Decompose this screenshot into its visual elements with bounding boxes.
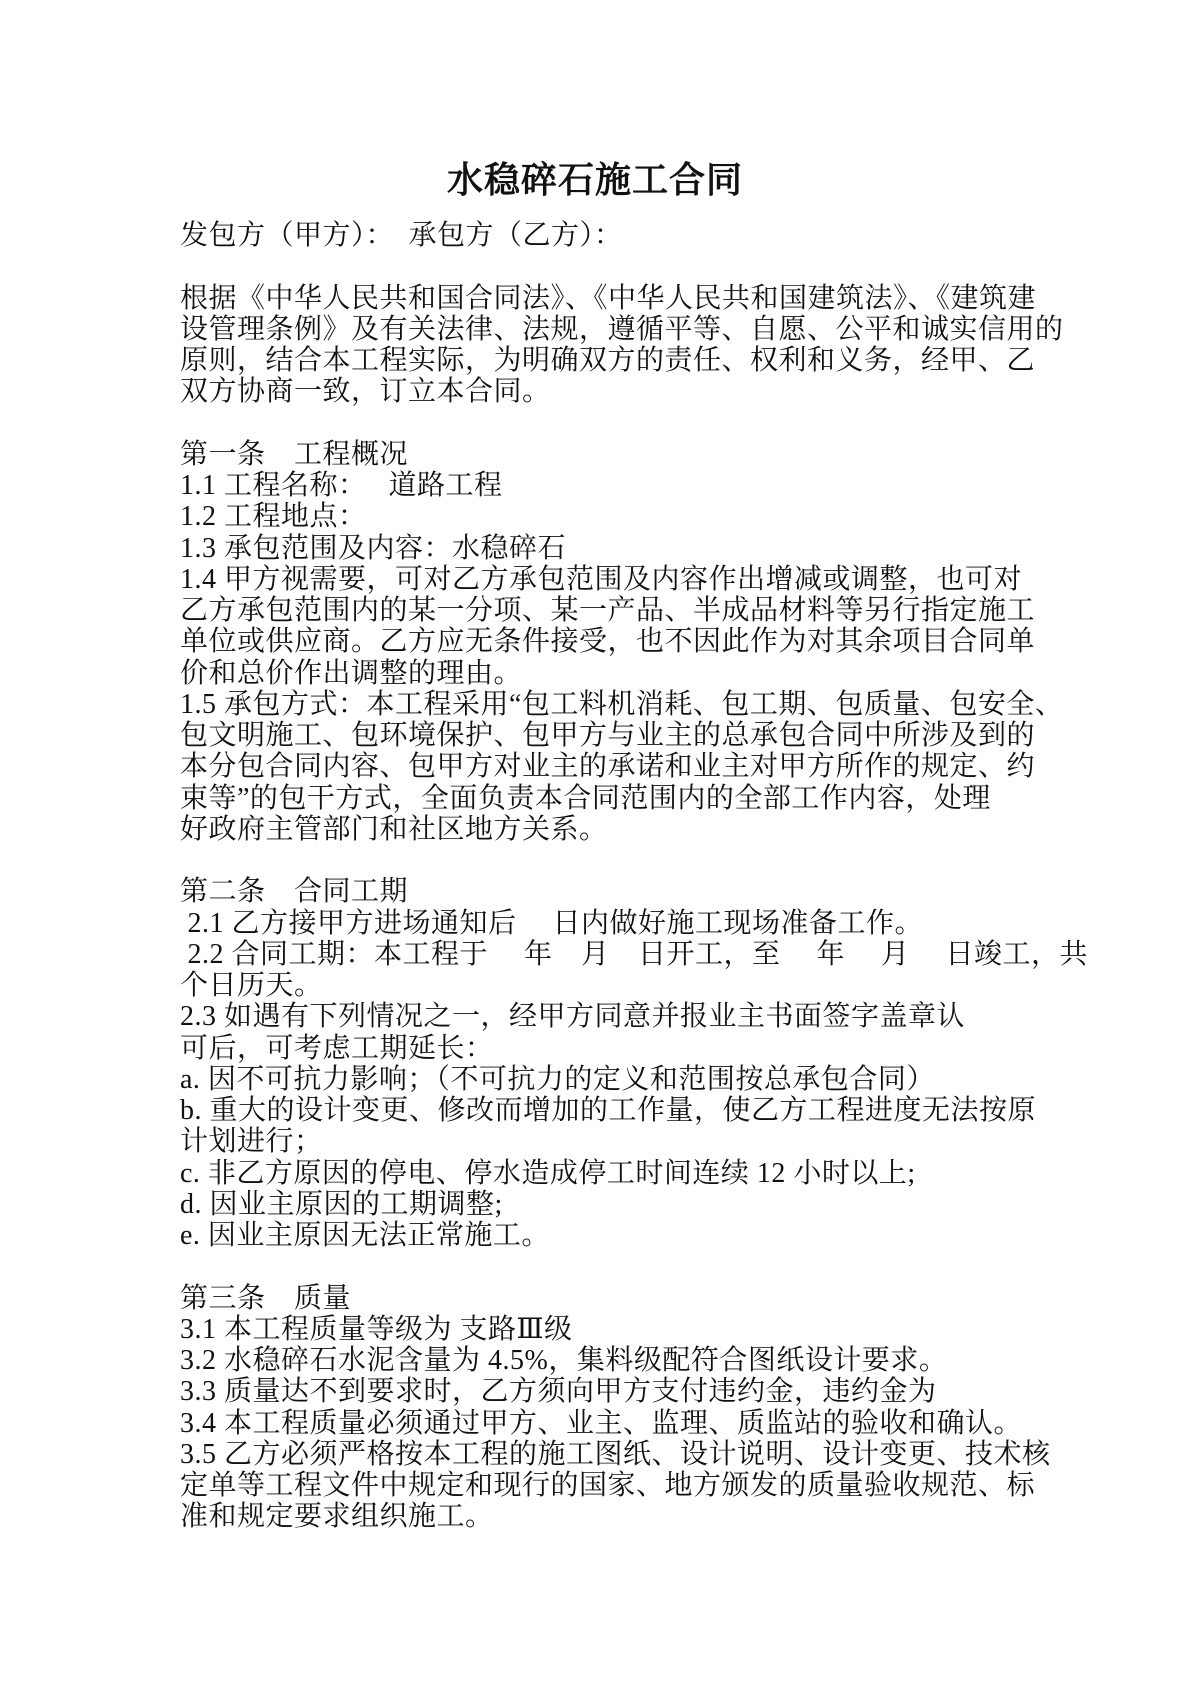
blank-line <box>180 408 1040 439</box>
text-line: 3.3 质量达不到要求时，乙方须向甲方支付违约金，违约金为 <box>180 1376 937 1408</box>
text-line: 3.1 本工程质量等级为 支路Ⅲ级 <box>180 1313 573 1345</box>
text-line: 1.1 工程名称： 道路工程 <box>180 470 503 501</box>
text-line: 第一条 工程概况 <box>180 438 409 470</box>
text-line: c. 非乙方原因的停电、停水造成停工时间连续 12 小时以上; <box>180 1157 916 1189</box>
text-line: 计划进行； <box>180 1126 323 1158</box>
text-line: 包文明施工、包环境保护、包甲方与业主的总承包合同中所涉及到的 <box>180 720 1036 751</box>
blank-line <box>180 845 1040 876</box>
text-line: 可后，可考虑工期延长： <box>180 1032 494 1064</box>
text-line: 个日历天。 <box>180 970 323 1001</box>
text-line: 第三条 质量 <box>180 1282 352 1314</box>
text-line: 乙方承包范围内的某一分项、某一产品、半成品材料等另行指定施工 <box>180 595 1036 626</box>
text-line: 准和规定要求组织施工。 <box>180 1501 494 1533</box>
text-line: 1.5 承包方式：本工程采用“包工料机消耗、包工期、包质量、包安全、 <box>180 688 1064 720</box>
text-line: 单位或供应商。乙方应无条件接受，也不因此作为对其余项目合同单 <box>180 626 1036 658</box>
text-line: 发包方（甲方）： 承包方（乙方）： <box>180 220 623 251</box>
text-line: a. 因不可抗力影响；（不可抗力的定义和范围按总承包合同） <box>180 1063 935 1095</box>
text-line: 根据《中华人民共和国合同法》、《中华人民共和国建筑法》、《建筑建 <box>180 282 1037 314</box>
blank-line <box>180 1251 1040 1282</box>
document-title: 水稳碎石施工合同 <box>446 160 743 200</box>
text-line: 本分包合同内容、包甲方对业主的承诺和业主对甲方所作的规定、约 <box>180 751 1036 783</box>
blank-line <box>180 251 1040 282</box>
text-line: 原则，结合本工程实际，为明确双方的责任、权利和义务，经甲、乙 <box>180 345 1036 376</box>
text-line: e. 因业主原因无法正常施工。 <box>180 1220 550 1251</box>
document-body <box>180 220 1089 1533</box>
text-line: 双方协商一致，订立本合同。 <box>180 376 551 408</box>
text-line: 定单等工程文件中规定和现行的国家、地方颁发的质量验收规范、标 <box>180 1470 1036 1501</box>
text-line: 设管理条例》及有关法律、法规，遵循平等、自愿、公平和诚实信用的 <box>180 313 1064 345</box>
text-line: 3.2 水稳碎石水泥含量为 4.5%，集料级配符合图纸设计要求。 <box>180 1345 948 1376</box>
text-line: 束等”的包干方式，全面负责本合同范围内的全部工作内容，处理 <box>180 782 991 814</box>
text-line: 价和总价作出调整的理由。 <box>180 657 523 689</box>
text-line: 2.3 如遇有下列情况之一，经甲方同意并报业主书面签字盖章认 <box>180 1001 966 1033</box>
text-line: 3.4 本工程质量必须通过甲方、业主、监理、质监站的验收和确认。 <box>180 1407 1023 1439</box>
text-line: 1.3 承包范围及内容：水稳碎石 <box>180 532 567 564</box>
text-line: 好政府主管部门和社区地方关系。 <box>180 813 608 845</box>
text-line: 1.2 工程地点： <box>180 501 367 533</box>
text-line: d. 因业主原因的工期调整; <box>180 1188 503 1220</box>
text-line: b. 重大的设计变更、修改而增加的工作量，使乙方工程进度无法按原 <box>180 1095 1037 1126</box>
text-line: 2.1 乙方接甲方进场通知后 日内做好施工现场准备工作。 <box>180 907 924 939</box>
text-line: 1.4 甲方视需要，可对乙方承包范围及内容作出增减或调整，也可对 <box>180 563 1023 595</box>
text-line: 2.2 合同工期：本工程于 年 月 日开工，至 年 月 日竣工，共 <box>180 938 1089 970</box>
text-line: 3.5 乙方必须严格按本工程的施工图纸、设计说明、设计变更、技术核 <box>180 1438 1051 1470</box>
text-line: 第二条 合同工期 <box>180 876 409 908</box>
